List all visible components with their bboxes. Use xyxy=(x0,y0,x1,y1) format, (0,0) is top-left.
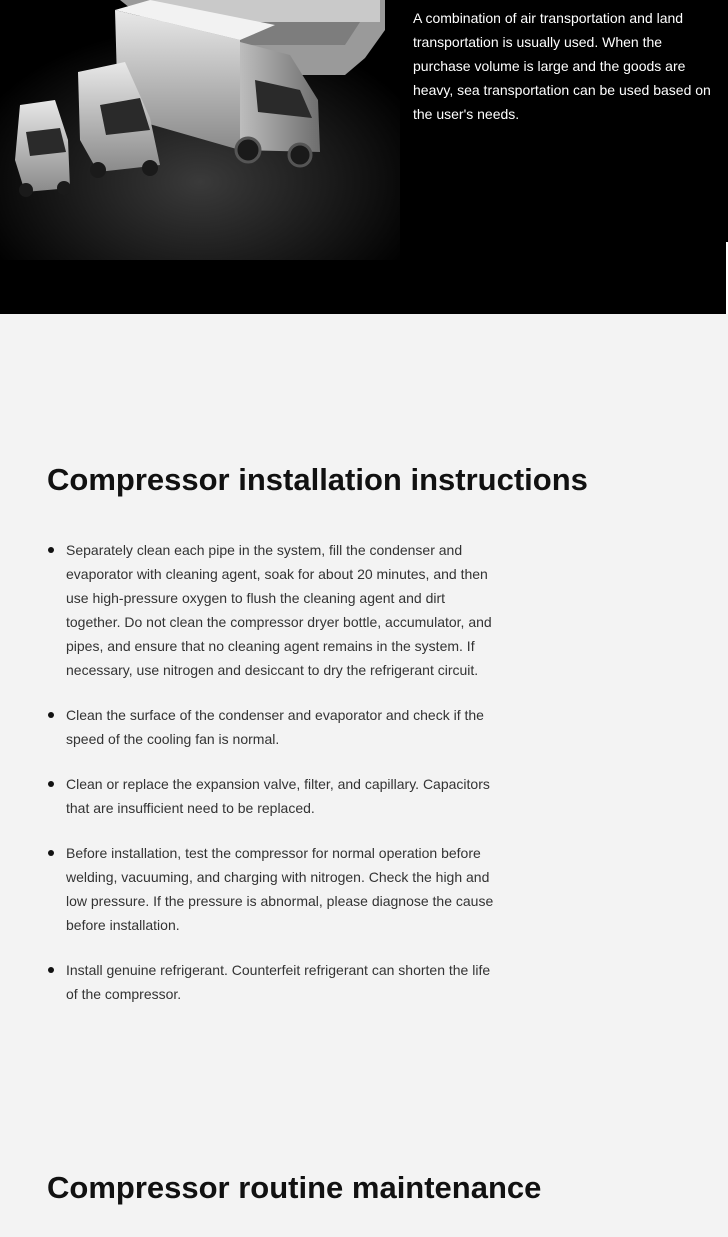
bullet-dot-icon xyxy=(48,967,54,973)
bullet-dot-icon xyxy=(48,781,54,787)
bullet-dot-icon xyxy=(48,712,54,718)
list-item xyxy=(47,958,497,1006)
installation-instructions-list xyxy=(47,538,497,1027)
list-item-text: Install genuine refrigerant. Counterfeit refrigerant can shorten the life of the compressor. xyxy=(66,962,491,1002)
section-title-installation: Compressor installation instructions xyxy=(47,462,588,497)
list-item xyxy=(47,703,497,751)
list-item-text: Clean or replace the expansion valve, filter, and capillary. Capacitors that are insufficient need to be replaced. xyxy=(66,776,490,816)
logistics-vehicles-image xyxy=(0,0,400,260)
hero-description: A combination of air transportation and land transportation is usually used. When the purchase volume is large and the goods are heavy, sea transportation can be used based on the user's needs. xyxy=(413,10,711,122)
bullet-dot-icon xyxy=(48,850,54,856)
list-item-text: Separately clean each pipe in the system, fill the condenser and evaporator with cleaning agent, soak for about 20 minutes, and then use high-pressure oxygen to flush the cleaning agent and dirt together. Do not clean the compressor dryer bottle, accumulator, and pipes, and ensure that no cleaning agent remains in the system. If necessary, use nitrogen and desiccant to dry the refrigerant circuit. xyxy=(66,542,492,678)
list-item-text: Before installation, test the compressor for normal operation before welding, vacuuming, and charging with nitrogen. Check the high and low pressure. If the pressure is abnormal, please diagnose the cause before installation. xyxy=(66,845,494,933)
bullet-dot-icon xyxy=(48,547,54,553)
list-item xyxy=(47,772,497,820)
list-item xyxy=(47,841,497,937)
list-item xyxy=(47,538,497,682)
list-item-text: Clean the surface of the condenser and evaporator and check if the speed of the cooling fan is normal. xyxy=(66,707,484,747)
hero-banner xyxy=(0,0,728,314)
section-title-maintenance: Compressor routine maintenance xyxy=(47,1170,542,1205)
